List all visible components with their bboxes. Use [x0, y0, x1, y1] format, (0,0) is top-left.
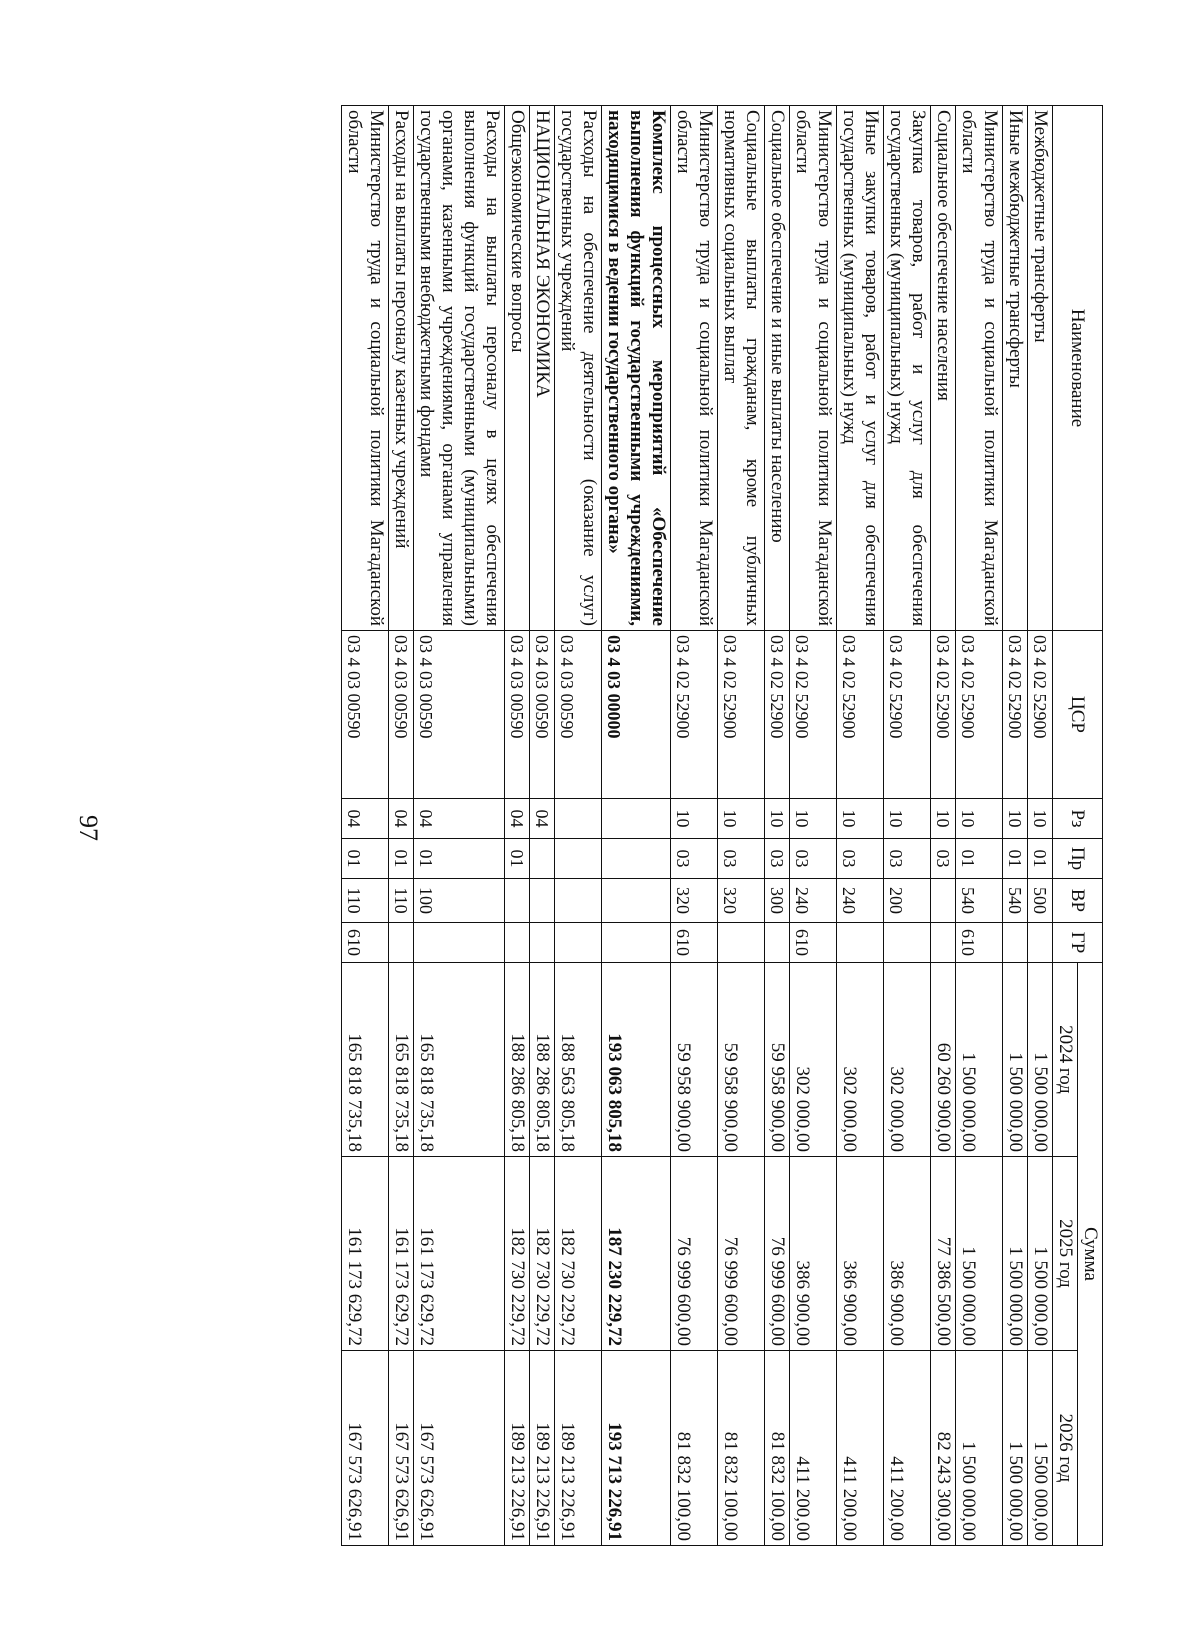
- header-sum: Сумма: [1078, 963, 1103, 1546]
- table-row: [530, 106, 555, 1546]
- cell-y2025: 182 730 229,72: [555, 1157, 602, 1351]
- cell-pr: 01: [1028, 839, 1053, 879]
- cell-vr: 320: [671, 879, 718, 923]
- cell-vr: 540: [956, 879, 1003, 923]
- cell-y2026: 189 213 226,91: [530, 1351, 555, 1546]
- cell-y2026: 193 713 226,91: [602, 1351, 671, 1546]
- cell-pr: 03: [765, 839, 790, 879]
- cell-vr: [555, 879, 602, 923]
- cell-pr: 03: [931, 839, 956, 879]
- header-rz: Рз: [1053, 799, 1103, 839]
- cell-y2026: 81 832 100,00: [718, 1351, 765, 1546]
- cell-y2025: 1 500 000,00: [956, 1157, 1003, 1351]
- cell-gr: [602, 923, 671, 963]
- cell-gr: [765, 923, 790, 963]
- cell-name: Министерство труда и социальной политики Магаданской области: [342, 106, 389, 631]
- cell-pr: 03: [837, 839, 884, 879]
- cell-y2024: 165 818 735,18: [414, 963, 505, 1157]
- cell-y2026: 411 200,00: [790, 1351, 837, 1546]
- cell-gr: [389, 923, 414, 963]
- cell-name: Расходы на обеспечение деятельности (оказание услуг) государственных учреждений: [555, 106, 602, 631]
- cell-csr: 03 4 02 52900: [1028, 631, 1053, 799]
- cell-csr: 03 4 03 00590: [342, 631, 389, 799]
- cell-csr: 03 4 02 52900: [956, 631, 1003, 799]
- cell-y2024: 1 500 000,00: [1003, 963, 1028, 1157]
- cell-y2025: 161 173 629,72: [342, 1157, 389, 1351]
- cell-vr: 500: [1028, 879, 1053, 923]
- cell-gr: [530, 923, 555, 963]
- cell-pr: [530, 839, 555, 879]
- cell-y2026: 411 200,00: [837, 1351, 884, 1546]
- cell-csr: 03 4 02 52900: [1003, 631, 1028, 799]
- cell-name: Министерство труда и социальной политики Магаданской области: [671, 106, 718, 631]
- cell-y2025: 161 173 629,72: [389, 1157, 414, 1351]
- header-csr: ЦСР: [1053, 631, 1103, 799]
- cell-rz: 04: [530, 799, 555, 839]
- cell-name: Комплекс процессных мероприятий «Обеспечение выполнения функций государственными учреждениями, находящимися в ведении государственного органа»: [602, 106, 671, 631]
- cell-y2026: 167 573 626,91: [414, 1351, 505, 1546]
- cell-y2025: 77 386 500,00: [931, 1157, 956, 1351]
- cell-rz: 04: [389, 799, 414, 839]
- cell-rz: 10: [931, 799, 956, 839]
- cell-y2024: 59 958 900,00: [718, 963, 765, 1157]
- cell-pr: 01: [414, 839, 505, 879]
- table-row: [602, 106, 671, 1546]
- cell-y2024: 302 000,00: [837, 963, 884, 1157]
- cell-y2026: 167 573 626,91: [342, 1351, 389, 1546]
- cell-rz: 04: [342, 799, 389, 839]
- cell-vr: 200: [884, 879, 931, 923]
- cell-name: Министерство труда и социальной политики Магаданской области: [790, 106, 837, 631]
- cell-y2025: 161 173 629,72: [414, 1157, 505, 1351]
- cell-csr: 03 4 03 00590: [414, 631, 505, 799]
- cell-gr: [414, 923, 505, 963]
- table-row: [790, 106, 837, 1546]
- header-vr: ВР: [1053, 879, 1103, 923]
- cell-gr: [505, 923, 530, 963]
- cell-gr: [1028, 923, 1053, 963]
- cell-csr: 03 4 03 00000: [602, 631, 671, 799]
- cell-csr: 03 4 02 52900: [790, 631, 837, 799]
- cell-vr: [505, 879, 530, 923]
- cell-csr: 03 4 03 00590: [530, 631, 555, 799]
- cell-y2026: 411 200,00: [884, 1351, 931, 1546]
- cell-pr: 01: [389, 839, 414, 879]
- cell-vr: 110: [389, 879, 414, 923]
- header-year-2025: 2025 год: [1053, 1157, 1078, 1351]
- table-row: [837, 106, 884, 1546]
- cell-y2024: 302 000,00: [884, 963, 931, 1157]
- table-row: [555, 106, 602, 1546]
- cell-gr: [1003, 923, 1028, 963]
- cell-pr: [555, 839, 602, 879]
- cell-pr: 03: [718, 839, 765, 879]
- header-year-2024: 2024 год: [1053, 963, 1078, 1157]
- cell-rz: 10: [1028, 799, 1053, 839]
- cell-y2024: 59 958 900,00: [765, 963, 790, 1157]
- cell-y2024: 165 818 735,18: [389, 963, 414, 1157]
- cell-name: Иные межбюджетные трансферты: [1003, 106, 1028, 631]
- cell-pr: 01: [505, 839, 530, 879]
- cell-name: Социальные выплаты гражданам, кроме публичных нормативных социальных выплат: [718, 106, 765, 631]
- table-body: [342, 106, 1053, 1546]
- table-row: [505, 106, 530, 1546]
- cell-gr: [884, 923, 931, 963]
- cell-rz: 10: [884, 799, 931, 839]
- cell-gr: 610: [790, 923, 837, 963]
- table-row: [765, 106, 790, 1546]
- cell-gr: 610: [671, 923, 718, 963]
- cell-name: Социальное обеспечение населения: [931, 106, 956, 631]
- cell-pr: 03: [671, 839, 718, 879]
- cell-y2025: 386 900,00: [790, 1157, 837, 1351]
- cell-csr: 03 4 02 52900: [837, 631, 884, 799]
- cell-y2025: 1 500 000,00: [1028, 1157, 1053, 1351]
- cell-y2025: 386 900,00: [884, 1157, 931, 1351]
- table-row: [671, 106, 718, 1546]
- cell-y2024: 60 260 900,00: [931, 963, 956, 1157]
- page-number: 97: [74, 815, 103, 841]
- cell-gr: [718, 923, 765, 963]
- cell-y2025: 76 999 600,00: [671, 1157, 718, 1351]
- cell-rz: [602, 799, 671, 839]
- cell-y2026: 81 832 100,00: [671, 1351, 718, 1546]
- cell-csr: 03 4 03 00590: [389, 631, 414, 799]
- cell-vr: 240: [837, 879, 884, 923]
- cell-vr: 300: [765, 879, 790, 923]
- table-row: [956, 106, 1003, 1546]
- cell-vr: [530, 879, 555, 923]
- cell-name: НАЦИОНАЛЬНАЯ ЭКОНОМИКА: [530, 106, 555, 631]
- cell-name: Министерство труда и социальной политики Магаданской области: [956, 106, 1003, 631]
- budget-table-sheet: [175, 105, 1103, 1545]
- cell-y2025: 182 730 229,72: [505, 1157, 530, 1351]
- cell-vr: 110: [342, 879, 389, 923]
- header-year-2026: 2026 год: [1053, 1351, 1078, 1546]
- cell-y2025: 76 999 600,00: [765, 1157, 790, 1351]
- cell-rz: 04: [505, 799, 530, 839]
- cell-vr: 100: [414, 879, 505, 923]
- table-row: [389, 106, 414, 1546]
- table-row: [931, 106, 956, 1546]
- cell-y2026: 1 500 000,00: [1003, 1351, 1028, 1546]
- cell-rz: [555, 799, 602, 839]
- table-row: [884, 106, 931, 1546]
- cell-pr: 01: [342, 839, 389, 879]
- cell-y2024: 193 063 805,18: [602, 963, 671, 1157]
- cell-csr: 03 4 03 00590: [555, 631, 602, 799]
- cell-rz: 10: [718, 799, 765, 839]
- cell-name: Расходы на выплаты персоналу в целях обеспечения выполнения функций государственными (муниципальными) органами, казенными учреждениями, органами управления государственными внебюджетными фондами: [414, 106, 505, 631]
- cell-y2024: 1 500 000,00: [1028, 963, 1053, 1157]
- cell-y2026: 167 573 626,91: [389, 1351, 414, 1546]
- cell-y2024: 188 286 805,18: [530, 963, 555, 1157]
- cell-gr: [837, 923, 884, 963]
- cell-y2024: 59 958 900,00: [671, 963, 718, 1157]
- cell-y2025: 76 999 600,00: [718, 1157, 765, 1351]
- cell-gr: [931, 923, 956, 963]
- cell-rz: 10: [837, 799, 884, 839]
- cell-vr: [602, 879, 671, 923]
- cell-name: Общеэкономические вопросы: [505, 106, 530, 631]
- cell-name: Иные закупки товаров, работ и услуг для обеспечения государственных (муниципальных) нужд: [837, 106, 884, 631]
- cell-vr: 240: [790, 879, 837, 923]
- cell-pr: 01: [1003, 839, 1028, 879]
- cell-y2025: 1 500 000,00: [1003, 1157, 1028, 1351]
- budget-table: [341, 105, 1103, 1546]
- cell-rz: 10: [956, 799, 1003, 839]
- cell-y2024: 302 000,00: [790, 963, 837, 1157]
- cell-csr: 03 4 02 52900: [931, 631, 956, 799]
- cell-y2024: 165 818 735,18: [342, 963, 389, 1157]
- cell-y2026: 81 832 100,00: [765, 1351, 790, 1546]
- table-row: [414, 106, 505, 1546]
- header-row-1: [1078, 106, 1103, 1546]
- cell-y2024: 1 500 000,00: [956, 963, 1003, 1157]
- table-row: [1003, 106, 1028, 1546]
- table-row: [718, 106, 765, 1546]
- cell-csr: 03 4 02 52900: [884, 631, 931, 799]
- cell-csr: 03 4 03 00590: [505, 631, 530, 799]
- cell-gr: [555, 923, 602, 963]
- cell-rz: 04: [414, 799, 505, 839]
- cell-vr: 320: [718, 879, 765, 923]
- table-row: [1028, 106, 1053, 1546]
- cell-csr: 03 4 02 52900: [718, 631, 765, 799]
- cell-y2026: 189 213 226,91: [505, 1351, 530, 1546]
- cell-gr: 610: [956, 923, 1003, 963]
- cell-y2026: 189 213 226,91: [555, 1351, 602, 1546]
- cell-name: Закупка товаров, работ и услуг для обеспечения государственных (муниципальных) нужд: [884, 106, 931, 631]
- cell-y2025: 187 230 229,72: [602, 1157, 671, 1351]
- cell-pr: [602, 839, 671, 879]
- cell-y2026: 82 243 300,00: [931, 1351, 956, 1546]
- header-gr: ГР: [1053, 923, 1103, 963]
- cell-y2024: 188 563 805,18: [555, 963, 602, 1157]
- cell-csr: 03 4 02 52900: [765, 631, 790, 799]
- cell-gr: 610: [342, 923, 389, 963]
- cell-y2026: 1 500 000,00: [1028, 1351, 1053, 1546]
- cell-y2026: 1 500 000,00: [956, 1351, 1003, 1546]
- cell-y2025: 386 900,00: [837, 1157, 884, 1351]
- cell-y2025: 182 730 229,72: [530, 1157, 555, 1351]
- cell-vr: 540: [1003, 879, 1028, 923]
- table-row: [342, 106, 389, 1546]
- cell-name: Социальное обеспечение и иные выплаты населению: [765, 106, 790, 631]
- cell-rz: 10: [671, 799, 718, 839]
- header-name: Наименование: [1053, 106, 1103, 631]
- cell-rz: 10: [1003, 799, 1028, 839]
- cell-csr: 03 4 02 52900: [671, 631, 718, 799]
- cell-rz: 10: [765, 799, 790, 839]
- cell-y2024: 188 286 805,18: [505, 963, 530, 1157]
- cell-rz: 10: [790, 799, 837, 839]
- header-pr: Пр: [1053, 839, 1103, 879]
- cell-name: Расходы на выплаты персоналу казенных учреждений: [389, 106, 414, 631]
- cell-vr: [931, 879, 956, 923]
- cell-pr: 03: [884, 839, 931, 879]
- cell-pr: 03: [790, 839, 837, 879]
- cell-name: Межбюджетные трансферты: [1028, 106, 1053, 631]
- cell-pr: 01: [956, 839, 1003, 879]
